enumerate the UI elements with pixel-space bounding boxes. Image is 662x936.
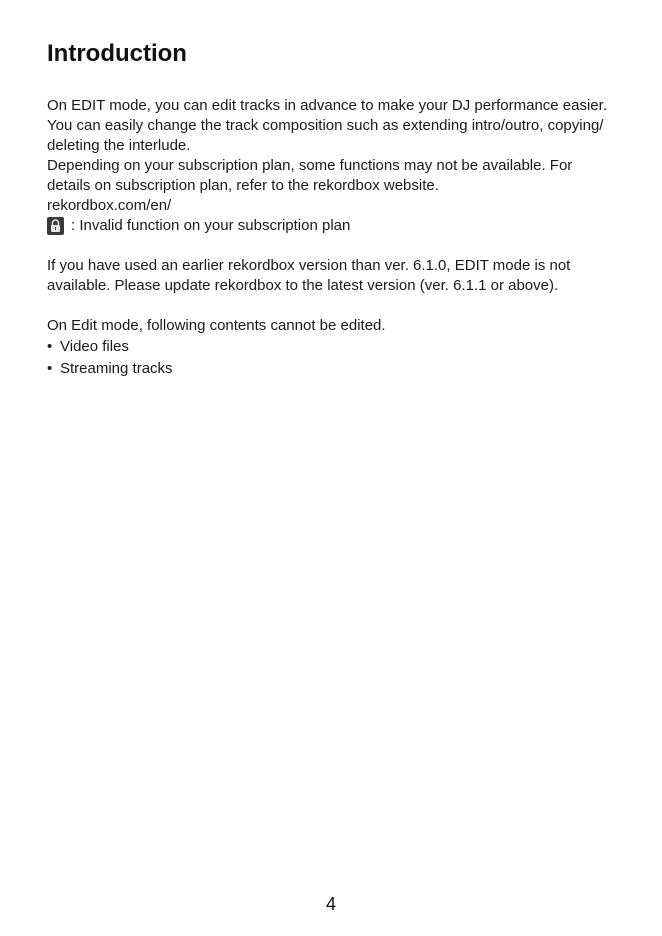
intro-line: Depending on your subscription plan, some functions may not be available. For	[47, 157, 573, 174]
list-item	[47, 336, 627, 358]
website-link[interactable]: rekordbox.com/en/	[47, 197, 172, 214]
intro-line: You can easily change the track composition such as extending intro/outro, copying/	[47, 117, 604, 134]
bullet-icon: •	[47, 360, 53, 377]
intro-line: details on subscription plan, refer to the rekordbox website.	[47, 177, 439, 194]
page-content	[47, 96, 627, 380]
lock-legend	[47, 216, 627, 236]
restrictions-list	[47, 336, 627, 380]
list-item	[47, 358, 627, 380]
page-title: Introduction	[47, 40, 187, 67]
list-item-text: Streaming tracks	[60, 360, 173, 377]
intro-line: deleting the interlude.	[47, 137, 191, 154]
version-note-line: available. Please update rekordbox to the latest version (ver. 6.1.1 or above).	[47, 277, 559, 294]
bullet-icon: •	[47, 338, 53, 355]
lock-legend-text: : Invalid function on your subscription plan	[71, 217, 351, 234]
list-item-text: Video files	[60, 338, 129, 355]
version-note-line: If you have used an earlier rekordbox version than ver. 6.1.0, EDIT mode is not	[47, 257, 571, 274]
intro-line: On EDIT mode, you can edit tracks in advance to make your DJ performance easier.	[47, 97, 607, 114]
restrictions-heading: On Edit mode, following contents cannot be edited.	[47, 317, 386, 334]
page-number: 4	[325, 894, 336, 914]
lock-icon	[47, 217, 64, 235]
